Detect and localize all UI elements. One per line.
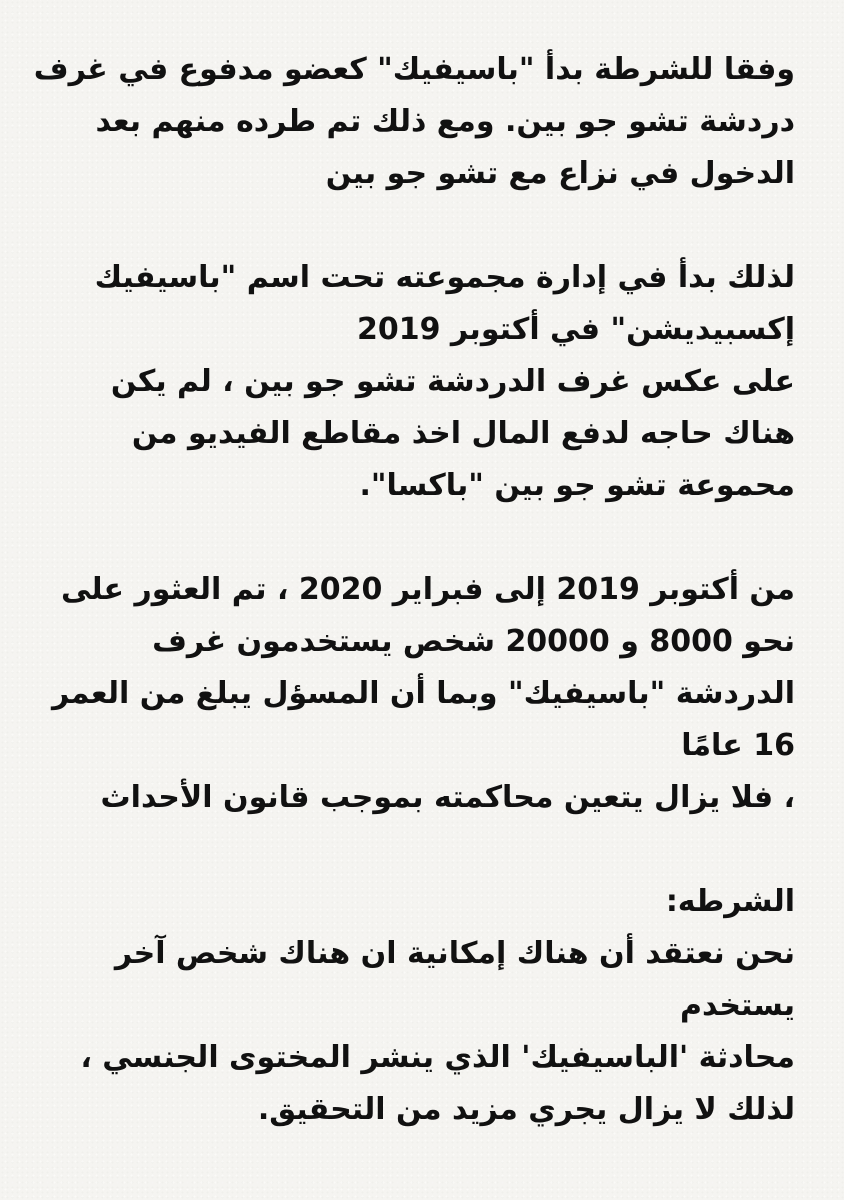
- text-line: ، فلا يزال يتعين محاكمته بموجب قانون الأحداث: [100, 780, 795, 815]
- text-line: من أكتوبر 2019 إلى فبراير 2020 ، تم العثور على: [60, 572, 795, 607]
- text-line: على عكس غرف الدردشة تشو جو بين ، لم يكن: [110, 364, 795, 399]
- text-line: لذلك لا يزال يجري مزيد من التحقيق.: [257, 1092, 795, 1127]
- paragraph-gap: [60, 200, 795, 252]
- paragraph-4: [60, 876, 795, 1136]
- note-body: [33, 44, 795, 1136]
- text-line: محادثة 'الباسيفيك' الذي ينشر المختوى الجنسي ،: [80, 1040, 795, 1075]
- text-line: إكسبيديشن" في أكتوبر 2019: [356, 312, 795, 347]
- text-line: يستخدم: [680, 988, 795, 1023]
- text-line: الشرطه:: [665, 884, 795, 919]
- text-line: نحو 8000 و 20000 شخص يستخدمون غرف: [152, 624, 795, 659]
- text-line: 16 عامًا: [681, 728, 795, 763]
- paragraph-1: [33, 44, 795, 200]
- paragraph-2: [60, 252, 795, 512]
- text-line: هناك حاجه لدفع المال اخذ مقاطع الفيديو من: [131, 416, 795, 451]
- paragraph-gap: [60, 512, 795, 564]
- text-line: محموعة تشو جو بين "باكسا".: [359, 468, 795, 503]
- paragraph-gap: [60, 824, 795, 876]
- paragraph-3: [52, 564, 795, 824]
- text-line: وفقا للشرطة بدأ "باسيفيك" كعضو مدفوع في غرف: [33, 52, 795, 87]
- text-line: الدخول في نزاع مع تشو جو بين: [325, 156, 795, 191]
- text-line: نحن نعتقد أن هناك إمكانية ان هناك شخص آخر: [114, 936, 795, 971]
- text-line: دردشة تشو جو بين. ومع ذلك تم طرده منهم بعد: [95, 104, 795, 139]
- text-line: لذلك بدأ في إدارة مجموعته تحت اسم "باسيفيك: [94, 260, 795, 295]
- text-line: الدردشة "باسيفيك" وبما أن المسؤل يبلغ من العمر: [52, 676, 795, 711]
